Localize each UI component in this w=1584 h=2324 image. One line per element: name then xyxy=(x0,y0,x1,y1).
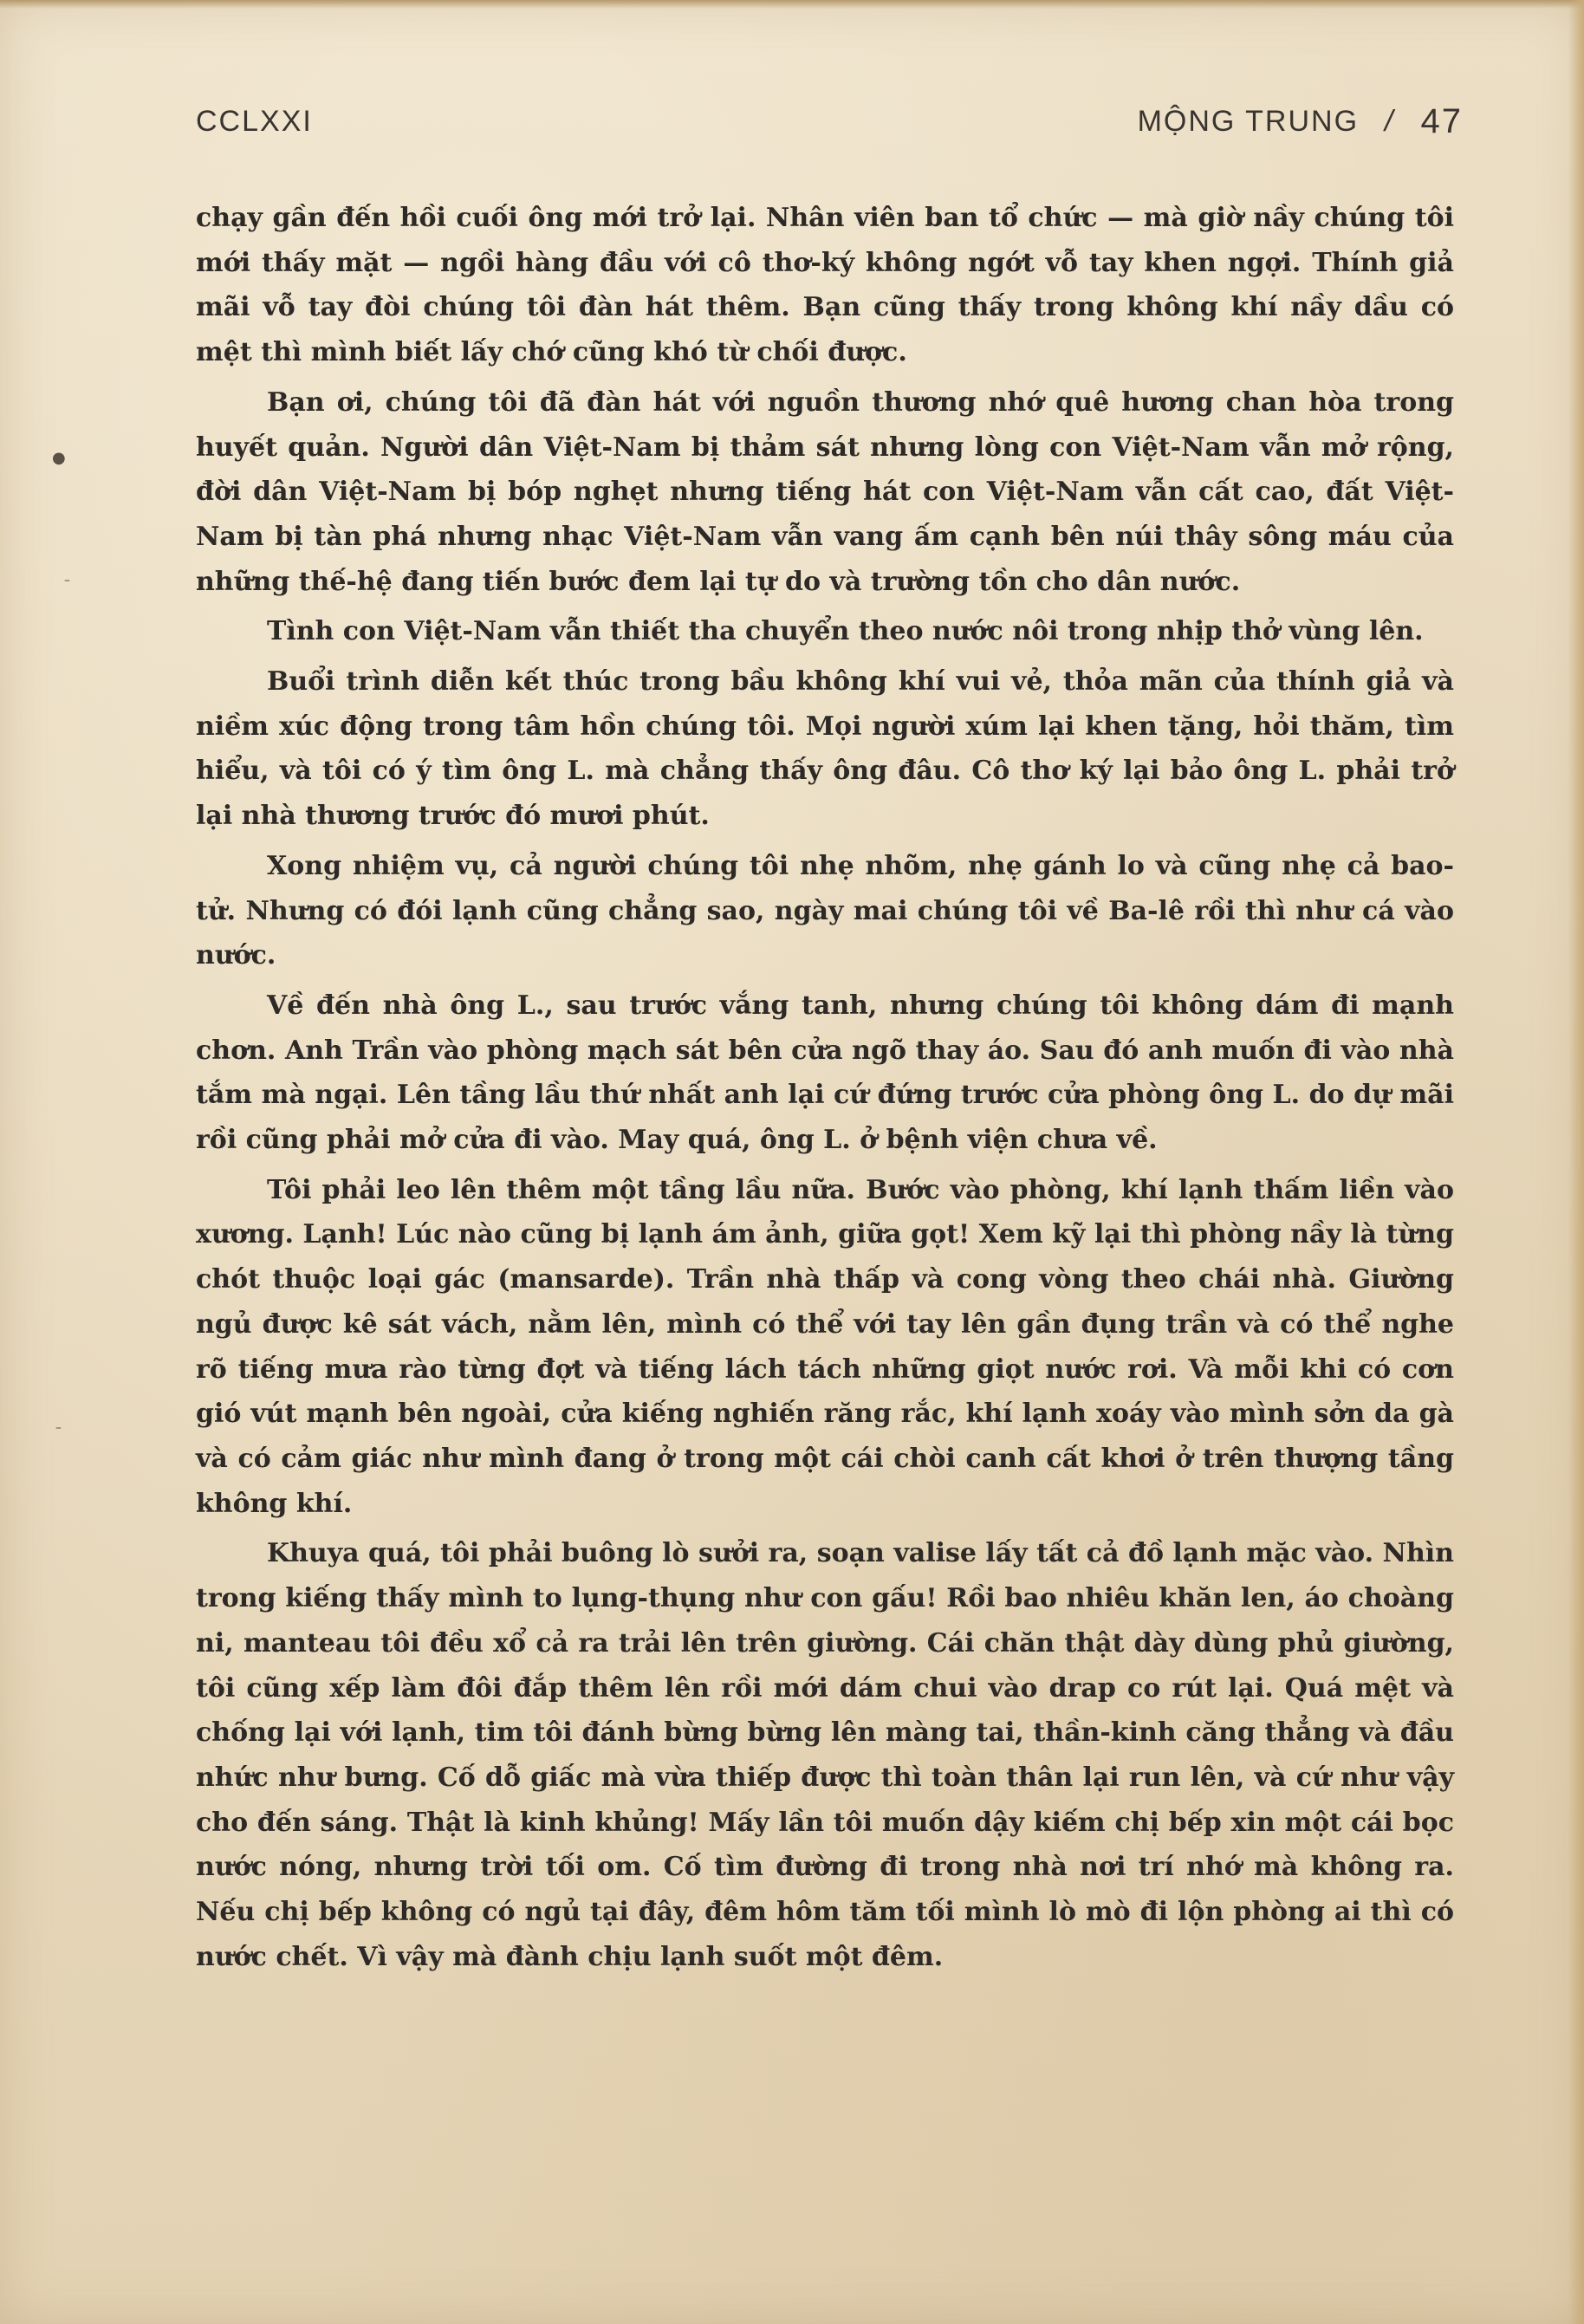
paragraph-1: chạy gần đến hồi cuối ông mới trở lại. Nhân viên ban tổ chức — mà giờ nầy chúng tôi mới thấy mặt — ngồi hàng đầu với cô thơ-ký không ngớt vỗ tay khen ngợi. Thính giả mãi vỗ tay đòi chúng tôi đàn hát thêm. Bạn cũng thấy trong không khí nầy dầu có mệt thì mình biết lấy chớ cũng khó từ chối được. xyxy=(196,203,1454,368)
paragraph-3: Tình con Việt-Nam vẫn thiết tha chuyển theo nước nôi trong nhịp thở vùng lên. xyxy=(267,616,1424,647)
running-header xyxy=(196,97,1463,146)
margin-speck: – xyxy=(55,1421,62,1435)
page-number: 47 xyxy=(1420,101,1463,140)
paragraph-2: Bạn ơi, chúng tôi đã đàn hát với nguồn thương nhớ quê hương chan hòa trong huyết quản. Người dân Việt-Nam bị thảm sát nhưng lòng con Việt-Nam vẫn mở rộng, đời dân Việt-Nam bị bóp nghẹt nhưng tiếng hát con Việt-Nam vẫn cất cao, đất Việt-Nam bị tàn phá nhưng nhạc Việt-Nam vẫn vang ấm cạnh bên núi thây sông máu của những thế-hệ đang tiến bước đem lại tự do và trường tồn cho dân nước. xyxy=(196,386,1454,597)
page-right-edge xyxy=(1568,0,1584,2324)
header-right-group xyxy=(1138,102,1463,141)
margin-speck: – xyxy=(64,574,70,587)
paragraph-4: Buổi trình diễn kết thúc trong bầu không khí vui vẻ, thỏa mãn của thính giả và niềm xúc động trong tâm hồn chúng tôi. Mọi người xúm lại khen tặng, hỏi thăm, tìm hiểu, và tôi có ý tìm ông L. mà chẳng thấy ông đâu. Cô thơ ký lại bảo ông L. phải trở lại nhà thương trước đó mươi phút. xyxy=(196,666,1454,832)
paragraph-8: Khuya quá, tôi phải buông lò sưởi ra, soạn valise lấy tất cả đồ lạnh mặc vào. Nhìn trong kiếng thấy mình to lụng-thụng như con gấu! Rồi bao nhiêu khăn len, áo choàng ni, manteau tôi đều xổ cả ra trải lên trên giường. Cái chăn thật dày dùng phủ giường, tôi cũng xếp làm đôi đắp thêm lên rồi mới dám chui vào drap co rút lại. Quá mệt và chống lại với lạnh, tim tôi đánh bừng bừng lên màng tai, thần-kinh căng thẳng và đầu nhức như bưng. Cố dỗ giấc mà vừa thiếp được thì toàn thân lại run lên, và cứ như vậy cho đến sáng. Thật là kinh khủng! Mấy lần tôi muốn dậy kiếm chị bếp xin một cái bọc nước nóng, nhưng trời tối om. Cố tìm đường đi trong nhà nơi trí nhớ mà không ra. Nếu chị bếp không có ngủ tại đây, đêm hôm tăm tối mình lò mò đi lộn phòng ai thì có nước chết. Vì vậy mà đành chịu lạnh suốt một đêm. xyxy=(196,1538,1454,1972)
margin-speck: ● xyxy=(52,449,66,467)
book-title: MỘNG TRUNG xyxy=(1137,104,1360,138)
paragraph-7: Tôi phải leo lên thêm một tầng lầu nữa. Bước vào phòng, khí lạnh thấm liền vào xương. Lạnh! Lúc nào cũng bị lạnh ám ảnh, giữa gọt! Xem kỹ lại thì phòng nầy là từng chót thuộc loại gác (mansarde). Trần nhà thấp và cong vòng theo chái nhà. Giường ngủ được kê sát vách, nằm lên, mình có thể với tay lên gần đụng trần và có thể nghe rõ tiếng mưa rào từng đợt và tiếng lách tách những giọt nước rơi. Và mỗi khi có cơn gió vút mạnh bên ngoài, cửa kiếng nghiến răng rắc, khí lạnh xoáy vào mình sởn da gà và có cảm giác như mình đang ở trong một cái chòi canh cất khơi ở trên thượng tầng không khí. xyxy=(196,1174,1454,1519)
header-separator: / xyxy=(1385,104,1395,138)
paragraph-5: Xong nhiệm vụ, cả người chúng tôi nhẹ nhõm, nhẹ gánh lo và cũng nhẹ cả bao-tử. Nhưng có đói lạnh cũng chẳng sao, ngày mai chúng tôi về Ba-lê rồi thì như cá vào nước. xyxy=(196,850,1454,971)
page-top-edge xyxy=(0,0,1584,9)
paragraph-6: Về đến nhà ông L., sau trước vắng tanh, nhưng chúng tôi không dám đi mạnh chơn. Anh Trần vào phòng mạch sát bên cửa ngõ thay áo. Sau đó anh muốn đi vào nhà tắm mà ngại. Lên tầng lầu thứ nhất anh lại cứ đứng trước cửa phòng ông L. do dự mãi rồi cũng phải mở cửa đi vào. May quá, ông L. ở bệnh viện chưa về. xyxy=(196,990,1454,1156)
body-text xyxy=(196,196,1454,1984)
chapter-number: CCLXXI xyxy=(196,104,313,138)
